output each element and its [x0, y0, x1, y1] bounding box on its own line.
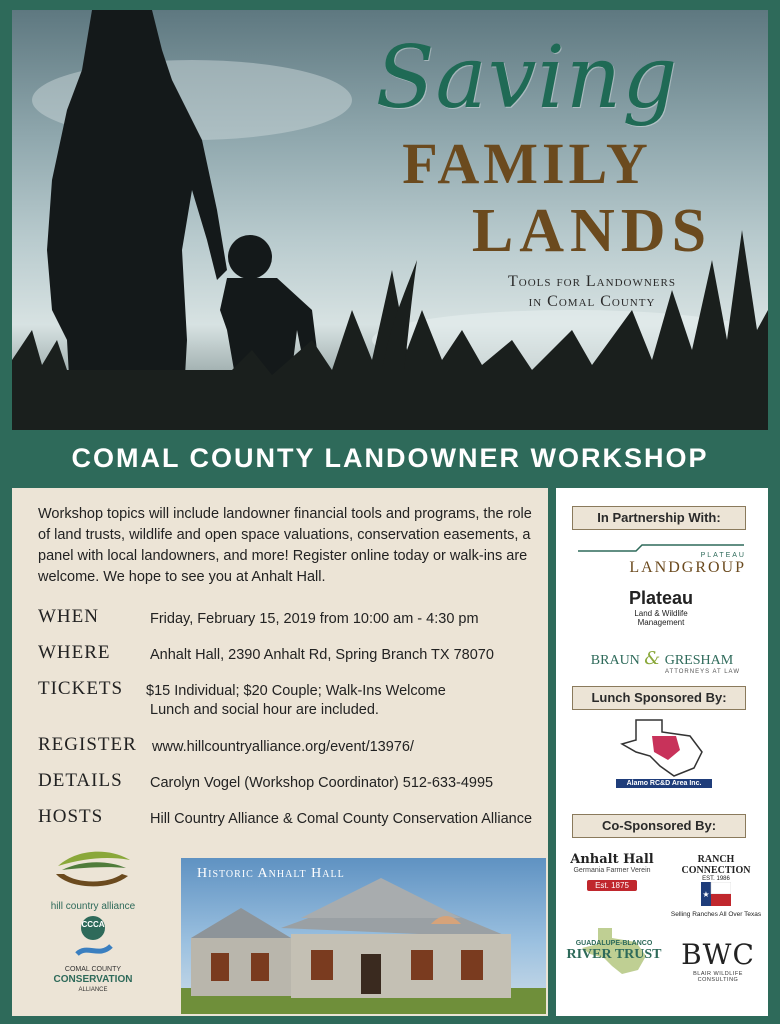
ranch-est: EST. 1986 — [702, 876, 730, 882]
hca-wordmark: hill country alliance — [50, 901, 136, 912]
when-value: Friday, February 15, 2019 from 10:00 am - 4:30 pm — [150, 611, 479, 627]
anhalt-sub: Germania Farmer Verein — [573, 867, 651, 874]
bwc-mark: BWC — [681, 938, 755, 971]
gbrt-line-2: RIVER TRUST — [566, 947, 662, 962]
intro-paragraph: Workshop topics will include landowner financial tools and programs, the role of land trusts, wildlife and open space valuations, conservation easements, a panel with local landowners, and more! Register online today or walk-ins are welcome. We hope to see you at Anhalt Hall. — [38, 506, 532, 585]
ccca-mark: CCCA — [81, 920, 105, 929]
braun-sub: ATTORNEYS AT LAW — [664, 669, 740, 675]
details-value: Carolyn Vogel (Workshop Coordinator) 512-633-4995 — [150, 775, 494, 791]
plateau-sub-2: Management — [637, 618, 685, 627]
landgroup-small: PLATEAU — [700, 552, 746, 559]
ccca-line-3: ALLIANCE — [78, 987, 108, 993]
hosts-label: HOSTS — [38, 806, 104, 827]
hosts-value: Hill Country Alliance & Comal County Conservation Alliance — [150, 811, 533, 827]
title-family: FAMILY — [402, 131, 652, 196]
texas-flag-icon — [701, 882, 731, 906]
title-script: Saving — [375, 28, 679, 128]
workshop-banner: COMAL COUNTY LANDOWNER WORKSHOP — [0, 432, 780, 484]
anhalt-hall-logo — [566, 852, 658, 893]
photo-caption: Historic Anhalt Hall — [197, 866, 345, 881]
plateau-sub-1: Land & Wildlife — [634, 609, 688, 618]
plateau-wildlife-logo — [596, 588, 726, 627]
ampersand-icon: & — [644, 648, 661, 669]
where-value: Anhalt Hall, 2390 Anhalt Rd, Spring Branch TX 78070 — [150, 647, 494, 663]
partnership-heading: In Partnership With: — [572, 506, 746, 530]
cosponsor-heading: Co-Sponsored By: — [572, 814, 746, 838]
plateau-word: Plateau — [628, 588, 694, 608]
sponsors-column — [556, 488, 768, 1016]
hill-country-alliance-logo — [48, 844, 138, 912]
tickets-value-2: Lunch and social hour are included. — [150, 702, 379, 718]
when-label: WHEN — [38, 606, 99, 627]
anhalt-est: Est. 1875 — [587, 880, 637, 891]
tickets-value: $15 Individual; $20 Couple; Walk-Ins Welcome — [146, 683, 446, 699]
tagline — [452, 272, 732, 312]
plateau-landgroup-logo — [576, 540, 746, 577]
lunch-heading: Lunch Sponsored By: — [572, 686, 746, 710]
tagline-line-1: Tools for Landowners — [508, 273, 676, 290]
register-label: REGISTER — [38, 734, 137, 755]
alamo-label: Alamo RC&D Area Inc. — [616, 779, 712, 788]
gbrt-logo — [566, 930, 662, 963]
details-label: DETAILS — [38, 770, 123, 791]
braun-word: BRAUN — [590, 653, 640, 668]
gbrt-line-1: GUADALUPE-BLANCO — [575, 940, 653, 947]
svg-text:★: ★ — [702, 890, 710, 899]
ranch-connection-logo — [668, 854, 764, 918]
ccca-line-1: COMAL COUNTY — [64, 966, 122, 973]
ranch-sub: Selling Ranches All Over Texas — [670, 911, 762, 918]
gresham-word: GRESHAM — [664, 653, 734, 668]
landgroup-word: LANDGROUP — [629, 559, 746, 576]
title-lands: LANDS — [471, 197, 713, 265]
tickets-label: TICKETS — [38, 678, 124, 699]
tagline-line-2: in Comal County — [528, 293, 656, 310]
register-link[interactable]: www.hillcountryalliance.org/event/13976/ — [152, 739, 414, 755]
ccca-logo — [38, 914, 148, 994]
alamo-rcd-logo — [616, 716, 712, 788]
bwc-sub: BLAIR WILDLIFE CONSULTING — [693, 971, 743, 983]
ranch-title: RANCH CONNECTION — [681, 854, 751, 876]
anhalt-title: Anhalt Hall — [570, 852, 654, 867]
anhalt-hall-photo — [181, 858, 546, 1014]
hero-image — [12, 10, 768, 430]
braun-gresham-logo — [574, 648, 750, 675]
hand-leaf-icon — [48, 844, 138, 894]
where-label: WHERE — [38, 642, 111, 663]
texas-map-icon — [616, 716, 712, 778]
ccca-line-2: CONSERVATION — [53, 974, 133, 985]
bwc-logo — [672, 938, 764, 983]
